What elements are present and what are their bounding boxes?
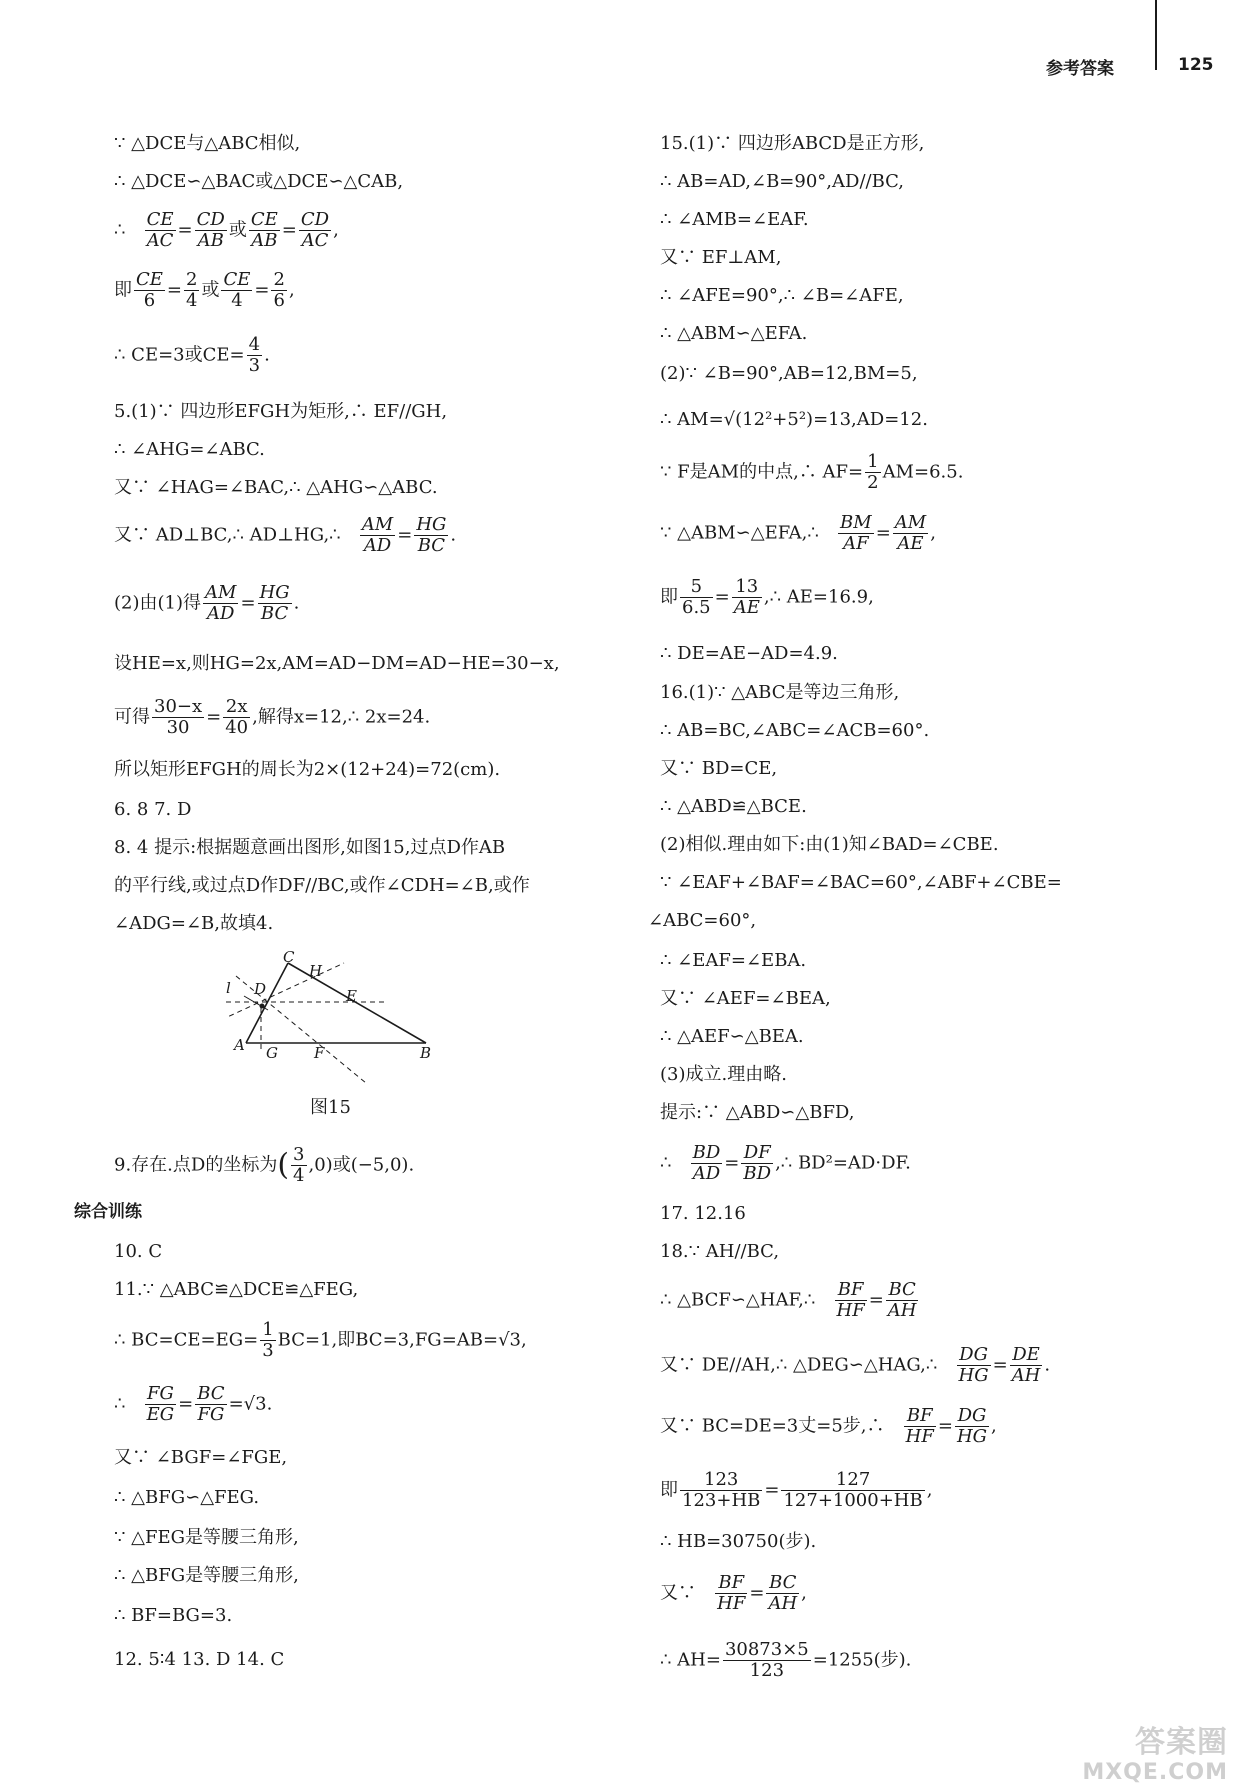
header-label: 参考答案: [1046, 59, 1114, 79]
section-title: 综合训练: [74, 1202, 142, 1222]
line: 17. 12.16: [660, 1203, 746, 1224]
line: ∵ △DCE与△ABC相似,: [114, 133, 301, 154]
line: ∵ F是AM的中点,∴ AF= $\frac{1}{2}$ AM=6.5.: [660, 451, 964, 493]
watermark-line2: MXQE.COM: [1082, 1760, 1228, 1785]
line: (2)由(1)得 $\frac{AM}{AD}$ = $\frac{HG}{BC}$ .: [114, 582, 300, 624]
line: 即 $\frac{5}{6.5}$ = $\frac{13}{AE}$ ,∴ AE=16.9,: [660, 576, 874, 618]
line: ∠ABC=60°,: [648, 910, 757, 931]
label-l: l: [226, 979, 231, 997]
line: ∵ △ABM∽△EFA,∴ $\frac{BM}{AF}$ = $\frac{AM}{AE}$ ,: [660, 512, 936, 554]
line: 提示:∵ △ABD∽△BFD,: [660, 1102, 855, 1123]
label-b: B: [420, 1044, 432, 1062]
header-rule: [1155, 0, 1157, 70]
line: (2)∵ ∠B=90°,AB=12,BM=5,: [660, 363, 918, 384]
line: ∴ △BCF∽△HAF,∴ $\frac{BF}{HF}$ = $\frac{BC}{AH}$: [660, 1279, 917, 1321]
line: ∴ △ABD≌△BCE.: [660, 796, 807, 817]
line: ∴ HB=30750(步).: [660, 1531, 817, 1552]
line: ∵ ∠EAF+∠BAF=∠BAC=60°,∠ABF+∠CBE=: [660, 872, 1062, 893]
line: 12. 5∶4 13. D 14. C: [114, 1649, 285, 1670]
line: ∴ $\frac{FG}{EG}$ = $\frac{BC}{FG}$ =√3.: [114, 1383, 273, 1425]
line: ∠ADG=∠B,故填4.: [114, 913, 274, 934]
line: 可得 $\frac{30-x}{30}$ = $\frac{2x}{40}$ ,解得x=12,∴ 2x=24.: [114, 696, 431, 738]
line: 的平行线,或过点D作DF//BC,或作∠CDH=∠B,或作: [114, 875, 530, 896]
line: 9.存在.点D的坐标为( $\frac{3}{4}$ ,0)或(−5,0).: [114, 1144, 415, 1186]
line: 设HE=x,则HG=2x,AM=AD−DM=AD−HE=30−x,: [114, 653, 560, 674]
line: 又∵ BC=DE=3丈=5步,∴ $\frac{BF}{HF}$ = $\frac{DG}{HG}$ ,: [660, 1405, 997, 1447]
label-c: C: [283, 948, 295, 966]
page-number: 125: [1178, 55, 1214, 75]
line: 又∵ ∠BGF=∠FGE,: [114, 1447, 288, 1468]
line: 11.∵ △ABC≌△DCE≌△FEG,: [114, 1279, 359, 1300]
line: ∴ △DCE∽△BAC或△DCE∽△CAB,: [114, 171, 404, 192]
line: ∴ $\frac{BD}{AD}$ = $\frac{DF}{BD}$ ,∴ BD²=AD·DF.: [660, 1142, 911, 1184]
line: ∴ CE=3或CE= $\frac{4}{3}$ .: [114, 334, 270, 376]
line: 又∵ BD=CE,: [660, 758, 778, 779]
line: 又∵ DE//AH,∴ △DEG∽△HAG,∴ $\frac{DG}{HG}$ = $\frac{DE}{AH}$ .: [660, 1344, 1051, 1386]
line: ∴ AM=√(12²+5²)=13,AD=12.: [660, 409, 928, 430]
line: ∴ AH= $\frac{30873\times 5}{123}$ =1255(步).: [660, 1639, 912, 1681]
line: ∴ AB=BC,∠ABC=∠ACB=60°.: [660, 720, 930, 741]
label-g: G: [266, 1044, 278, 1062]
line: ∴ DE=AE−AD=4.9.: [660, 643, 838, 664]
line: 15.(1)∵ 四边形ABCD是正方形,: [660, 133, 925, 154]
line: ∴ △AEF∽△BEA.: [660, 1026, 804, 1047]
line: ∴ △ABM∽△EFA.: [660, 323, 808, 344]
label-f: F: [314, 1044, 325, 1062]
line: ∴ ∠AFE=90°,∴ ∠B=∠AFE,: [660, 285, 904, 306]
line: 即 $\frac{CE}{6}$ = $\frac{2}{4}$ 或 $\frac{CE}{4}$ = $\frac{2}{6}$ ,: [114, 269, 295, 311]
line: 又∵ $\frac{BF}{HF}$ = $\frac{BC}{AH}$ ,: [660, 1572, 807, 1614]
label-a: A: [234, 1036, 245, 1054]
line: ∴ ∠AMB=∠EAF.: [660, 209, 809, 230]
line: 即 $\frac{123}{123+HB}$ = $\frac{127}{127+1000+HB}$ ,: [660, 1469, 933, 1511]
line: 6. 8 7. D: [114, 799, 192, 820]
line: 又∵ ∠AEF=∠BEA,: [660, 988, 831, 1009]
line: ∴ △BFG是等腰三角形,: [114, 1565, 299, 1586]
line: 又∵ ∠HAG=∠BAC,∴ △AHG∽△ABC.: [114, 477, 438, 498]
label-d: D: [254, 980, 267, 998]
line: 8. 4 提示:根据题意画出图形,如图15,过点D作AB: [114, 837, 506, 858]
line: ∴ $\frac{CE}{AC}$ = $\frac{CD}{AB}$ 或 $\frac{CE}{AB}$ = $\frac{CD}{AC}$ ,: [114, 209, 339, 251]
dashed-line-dh: [226, 963, 344, 1020]
line: ∴ AB=AD,∠B=90°,AD//BC,: [660, 171, 904, 192]
line: 所以矩形EFGH的周长为2×(12+24)=72(cm).: [114, 759, 501, 780]
line: ∴ ∠AHG=∠ABC.: [114, 439, 265, 460]
line: ∴ BC=CE=EG= $\frac{1}{3}$ BC=1,即BC=3,FG=AB=√3,: [114, 1319, 527, 1361]
point-d: [260, 1004, 265, 1009]
watermark-line1: 答案圈: [1135, 1725, 1228, 1760]
label-e: E: [346, 987, 357, 1005]
line: ∴ △BFG∽△FEG.: [114, 1487, 260, 1508]
line: ∴ BF=BG=3.: [114, 1605, 233, 1626]
line: 5.(1)∵ 四边形EFGH为矩形,∴ EF//GH,: [114, 401, 448, 422]
line: 又∵ EF⊥AM,: [660, 247, 782, 268]
line: (3)成立.理由略.: [660, 1064, 787, 1085]
line: 10. C: [114, 1241, 163, 1262]
line: 又∵ AD⊥BC,∴ AD⊥HG,∴ $\frac{AM}{AD}$ = $\frac{HG}{BC}$ .: [114, 514, 457, 556]
line: (2)相似.理由如下:由(1)知∠BAD=∠CBE.: [660, 834, 999, 855]
line: 18.∵ AH//BC,: [660, 1241, 780, 1262]
segment-ac: [246, 963, 288, 1043]
figure-caption: 图15: [310, 1097, 351, 1118]
label-h: H: [309, 962, 323, 980]
figure-15: [226, 948, 456, 1088]
line: ∵ △FEG是等腰三角形,: [114, 1527, 299, 1548]
line: 16.(1)∵ △ABC是等边三角形,: [660, 682, 900, 703]
line: ∴ ∠EAF=∠EBA.: [660, 950, 807, 971]
watermark: [1082, 1725, 1228, 1788]
